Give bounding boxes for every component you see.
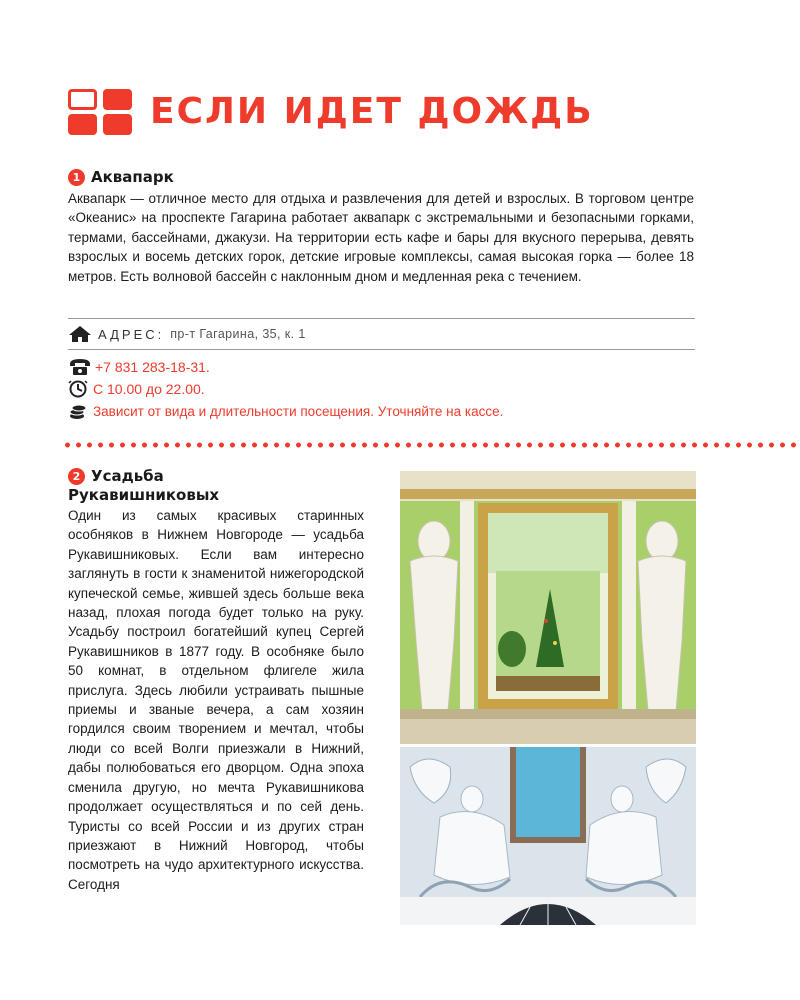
section-2-paragraph: Один из самых красивых старинных особняков в Нижнем Новгороде — усадьба Рукавишниковых. Если вам интересно заглянуть в гости к знаменитой нижегородской купеческой семье, жившей здесь больше века назад, плохая погода будет только на руку. Усадьбу построил богатейший купец Сергей Рукавишников в 1877 году. В особняке было 50 комнат, в отдельном флигеле жила прислуга. Здесь любили устраивать пышные приемы и званые вечера, а сам хозяин гордился своим творением и мечтал, чтобы люди со всей Волги приезжали в Нижний, дабы полюбоваться его дворцом. Одна эпоха сменила другую, но мечта Рукавишникова продолжает осуществляться и по сей день. Туристы со всей России и из других стран приезжают в Нижний Новгород, чтобы посмотреть на чудо архитектурного искусства. Сегодня	[68, 508, 364, 892]
address-row	[68, 324, 306, 344]
section-1-paragraph: Аквапарк — отличное место для отдыха и развлечения для детей и взрослых. В торговом центре «Океанис» на проспекте Гагарина работает аквапарк с экстремальными и безопасными горками, термами, бассейнами, джакузи. На территории есть кафе и бары для вкусного перерыва, девять взрослых и восемь детских горок, детские игровые комплексы, самая высокая горка — более 18 метров. Есть волновой бассейн с наклонным дном и медленная река с течением.	[68, 191, 694, 284]
phone-number[interactable]: +7 831 283-18-31.	[95, 359, 210, 375]
price-row	[68, 401, 503, 421]
section-1-title: Аквапарк	[91, 168, 174, 186]
house-icon	[68, 325, 92, 343]
coins-icon	[68, 402, 90, 420]
mansion-interior-photo	[400, 471, 696, 744]
section-2-title-line1: Усадьба	[91, 467, 164, 485]
section-2-title-line2: Рукавишниковых	[68, 486, 220, 504]
divider	[68, 349, 695, 350]
phone-row	[68, 357, 210, 377]
section-1-number-badge: 1	[68, 169, 85, 186]
opening-hours: С 10.00 до 22.00.	[93, 381, 205, 397]
phone-icon	[68, 358, 92, 376]
facade-sculpture-photo	[400, 747, 696, 925]
price-info: Зависит от вида и длительности посещения. Уточняйте на кассе.	[93, 403, 504, 419]
dotted-separator	[62, 441, 800, 449]
clock-icon	[68, 380, 90, 398]
address-label: АДРЕС:	[98, 326, 165, 342]
hours-row	[68, 379, 205, 399]
section-1-heading	[68, 168, 174, 187]
page-title: ЕСЛИ ИДЕТ ДОЖДЬ	[150, 91, 594, 132]
divider	[68, 318, 695, 319]
address-value: пр-т Гагарина, 35, к. 1	[170, 327, 306, 341]
section-2-heading	[68, 467, 219, 505]
section-2-number-badge: 2	[68, 468, 85, 485]
section-logo-icon	[68, 89, 132, 135]
